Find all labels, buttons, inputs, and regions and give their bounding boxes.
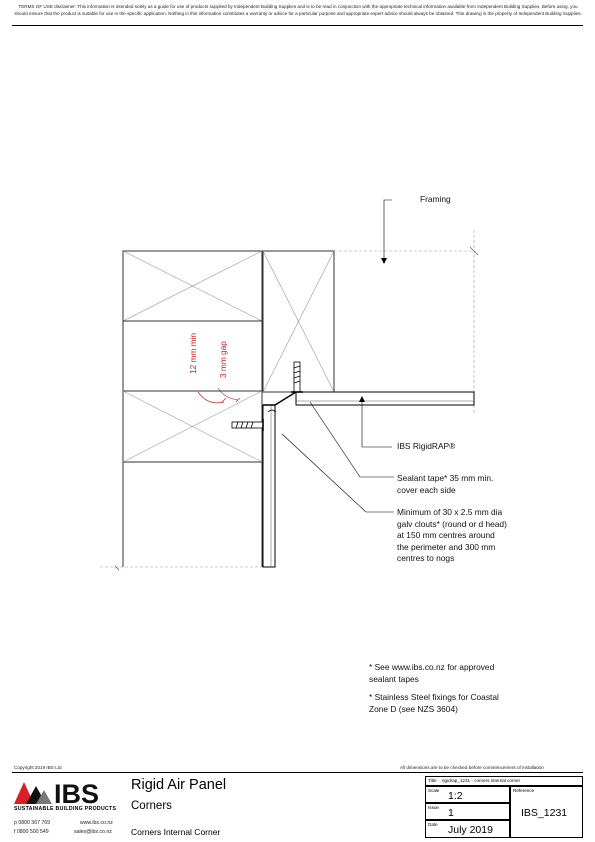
- scale-value: 1:2: [448, 790, 463, 802]
- phone: p 0800 367 769: [14, 820, 51, 826]
- leader-arrows: [359, 258, 387, 402]
- label-framing: Framing: [420, 194, 451, 204]
- label-rigidrap: IBS RigidRAP®: [397, 441, 456, 451]
- issue-value: 1: [448, 807, 454, 819]
- screw-horizontal: [232, 419, 263, 431]
- title-block-scale: [425, 786, 510, 803]
- title-block-ref: [510, 786, 583, 838]
- logo-text: IBS: [54, 779, 100, 809]
- label-sealant: Sealant tape* 35 mm min. cover each side: [397, 473, 494, 495]
- issue-label: Issue: [428, 805, 439, 810]
- rigidrap-horizontal: [296, 392, 474, 405]
- left-framing: [123, 251, 262, 567]
- dim-3mm-gap: 3 mm gap: [218, 341, 228, 378]
- scale-label: Scale: [428, 788, 440, 793]
- dim-12mm-min: 12 mm min: [188, 332, 198, 374]
- note-sealant-tapes: * See www.ibs.co.nz for approved sealant tapes: [369, 662, 495, 684]
- subtitle: Corners: [131, 800, 172, 812]
- date-label: Date: [428, 822, 438, 827]
- disclaimer: TERMS OF USE disclaimer: This information is intended solely as a guide for use of products supplied by Independent Building Supplies and is to be read in conjunction with the appropriate technical information available from Independent Building Supplies. Before using, you should ensure that the product is suitable for use in the specific application. Nothing in this information constitutes a warranty or advice for a particular purpose and appropriate expert advice should always be obtained. This drawing is the property of Independent Building Supplies.: [14, 4, 582, 16]
- detail-name: Corners Internal Corner: [131, 827, 221, 837]
- copyright: Copyright 2019 IBS Ltd: [14, 765, 62, 770]
- logo-subtitle: SUSTAINABLE BUILDING PRODUCTS: [14, 806, 117, 812]
- title-block-date: [425, 820, 510, 838]
- rigidrap-vertical: [263, 405, 275, 567]
- ref-value: IBS_1231: [521, 807, 568, 819]
- title-block-file: [425, 776, 583, 786]
- label-fixings: Minimum of 30 x 2.5 mm dia galv clouts* (round or d head) at 150 mm centres around the perimeter and 300 mm centres to nogs: [397, 507, 507, 563]
- fax: f 0800 500 549: [14, 829, 49, 835]
- date-value: July 2019: [448, 824, 493, 836]
- website: www.ibs.co.nz: [80, 820, 113, 826]
- leaders: [282, 200, 394, 512]
- file-name: rigidrap_1231 - corners internal corner: [442, 778, 521, 783]
- screw-vertical: [291, 362, 303, 392]
- dimensions-note: All dimensions are to be checked before commencement of installation: [400, 765, 544, 770]
- ref-label: Reference: [513, 788, 535, 793]
- email: sales@ibs.co.nz: [74, 829, 112, 835]
- title-block-issue: [425, 803, 510, 820]
- title: Rigid Air Panel: [131, 777, 227, 793]
- file-label: Title: [428, 778, 437, 783]
- note-stainless: * Stainless Steel fixings for Coastal Zone D (see NZS 3604): [369, 692, 499, 714]
- ibs-logo: [14, 776, 126, 822]
- footer-rule: [12, 772, 583, 773]
